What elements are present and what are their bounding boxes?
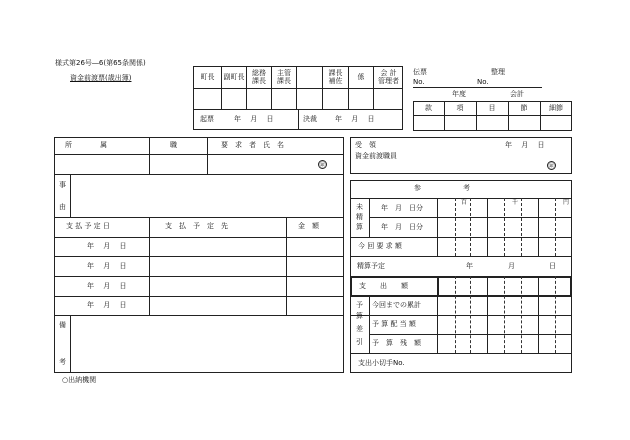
- approval-col-section-chief: 主管 課長: [277, 69, 291, 85]
- approval-col-general-affairs: 総務 課長: [252, 69, 266, 85]
- yosan-row-haito: 予 算 配 当 額: [372, 320, 416, 328]
- form-id: 様式第26号―6(第65条関係): [55, 59, 146, 67]
- seisan-day: 日: [549, 262, 556, 270]
- approval-col-accounting: 会 計 管理者: [378, 69, 399, 85]
- sanko-header: 参 考: [414, 184, 470, 192]
- payment-date-header: 支 払 予 定 日: [66, 222, 110, 230]
- budget-kan: 款: [425, 104, 432, 112]
- yosan-row-ruikei: 今回までの累計: [372, 301, 421, 309]
- approval-col-deputy-chief: 課長 補佐: [328, 69, 343, 85]
- mi-row-2: 年 月 日分: [381, 223, 423, 231]
- denpyo-label: 伝票: [413, 68, 427, 76]
- denpyo-no: No.: [413, 78, 425, 86]
- unit-sen: 千: [512, 199, 519, 206]
- nendo-label: 年度: [452, 90, 466, 98]
- approval-col-staff: 係: [357, 73, 365, 81]
- kian-date: 年 月 日: [234, 115, 274, 123]
- footer-note: ○出納機関: [62, 376, 97, 384]
- unit-hyaku: 百: [461, 199, 468, 206]
- mi-seisan-3: 算: [356, 223, 363, 231]
- shoku-header: 職: [170, 141, 177, 149]
- konkai-label: 今 回 要 求 額: [358, 242, 402, 250]
- payment-dest-header: 支 払 予 定 先: [165, 222, 228, 230]
- approval-col-vice-mayor: 副町長: [223, 73, 245, 81]
- payment-date-2: 年 月 日: [87, 262, 127, 270]
- seisan-month: 月: [508, 262, 515, 270]
- approval-col-mayor: 町長: [200, 73, 215, 81]
- budget-moku: 目: [488, 104, 496, 112]
- left-table: [54, 137, 344, 373]
- payment-date-4: 年 月 日: [87, 301, 127, 309]
- shutsugaku-label: 支 出 額: [359, 282, 408, 290]
- payment-date-3: 年 月 日: [87, 282, 127, 290]
- kian-label: 起票: [200, 115, 214, 123]
- form-title: 資金前渡票(歳出簿): [70, 74, 132, 82]
- kessai-label: 決裁: [303, 115, 317, 123]
- uketori-date: 年 月 日: [505, 141, 545, 149]
- seiri-label: 整理: [491, 68, 505, 76]
- jiyu-label-2: 由: [59, 203, 66, 211]
- seisan-yotei-label: 精算予定: [357, 262, 385, 270]
- requester-seal-mark: ㊞: [319, 162, 326, 169]
- amount-header: 金 額: [298, 222, 319, 230]
- biko-label-2: 考: [59, 358, 66, 366]
- uketori-person: 資金前渡職員: [355, 152, 397, 160]
- biko-label-1: 備: [59, 321, 66, 329]
- seisan-year: 年: [466, 262, 473, 270]
- kessai-date: 年 月 日: [335, 115, 375, 123]
- yosan-sabiki-4: 引: [356, 338, 363, 346]
- uketori-seal-mark: ㊞: [548, 163, 555, 170]
- requester-header: 要 求 者 氏 名: [221, 141, 284, 149]
- budget-setsu: 節: [520, 104, 528, 112]
- mi-seisan-1: 未: [356, 203, 363, 211]
- mi-seisan-2: 精: [356, 213, 363, 221]
- unit-en: 円: [563, 199, 570, 206]
- mi-row-1: 年 月 日分: [381, 204, 423, 212]
- jiyu-label-1: 事: [59, 181, 66, 189]
- shozoku-header: 所 属: [65, 141, 107, 149]
- payment-date-1: 年 月 日: [87, 242, 127, 250]
- yosan-sabiki-2: 算: [356, 312, 363, 320]
- yosan-sabiki-3: 差: [356, 325, 363, 333]
- kaikei-label: 会計: [510, 90, 524, 98]
- yosan-row-zangaku: 予 算 残 額: [372, 339, 421, 347]
- budget-saisetsu: 細節: [549, 104, 563, 112]
- kogitte-label: 支出小切手No.: [358, 359, 405, 367]
- yosan-sabiki-1: 予: [356, 301, 363, 309]
- uketori-label: 受 領: [355, 141, 376, 149]
- budget-ko: 項: [456, 104, 464, 112]
- seiri-no: No.: [477, 78, 489, 86]
